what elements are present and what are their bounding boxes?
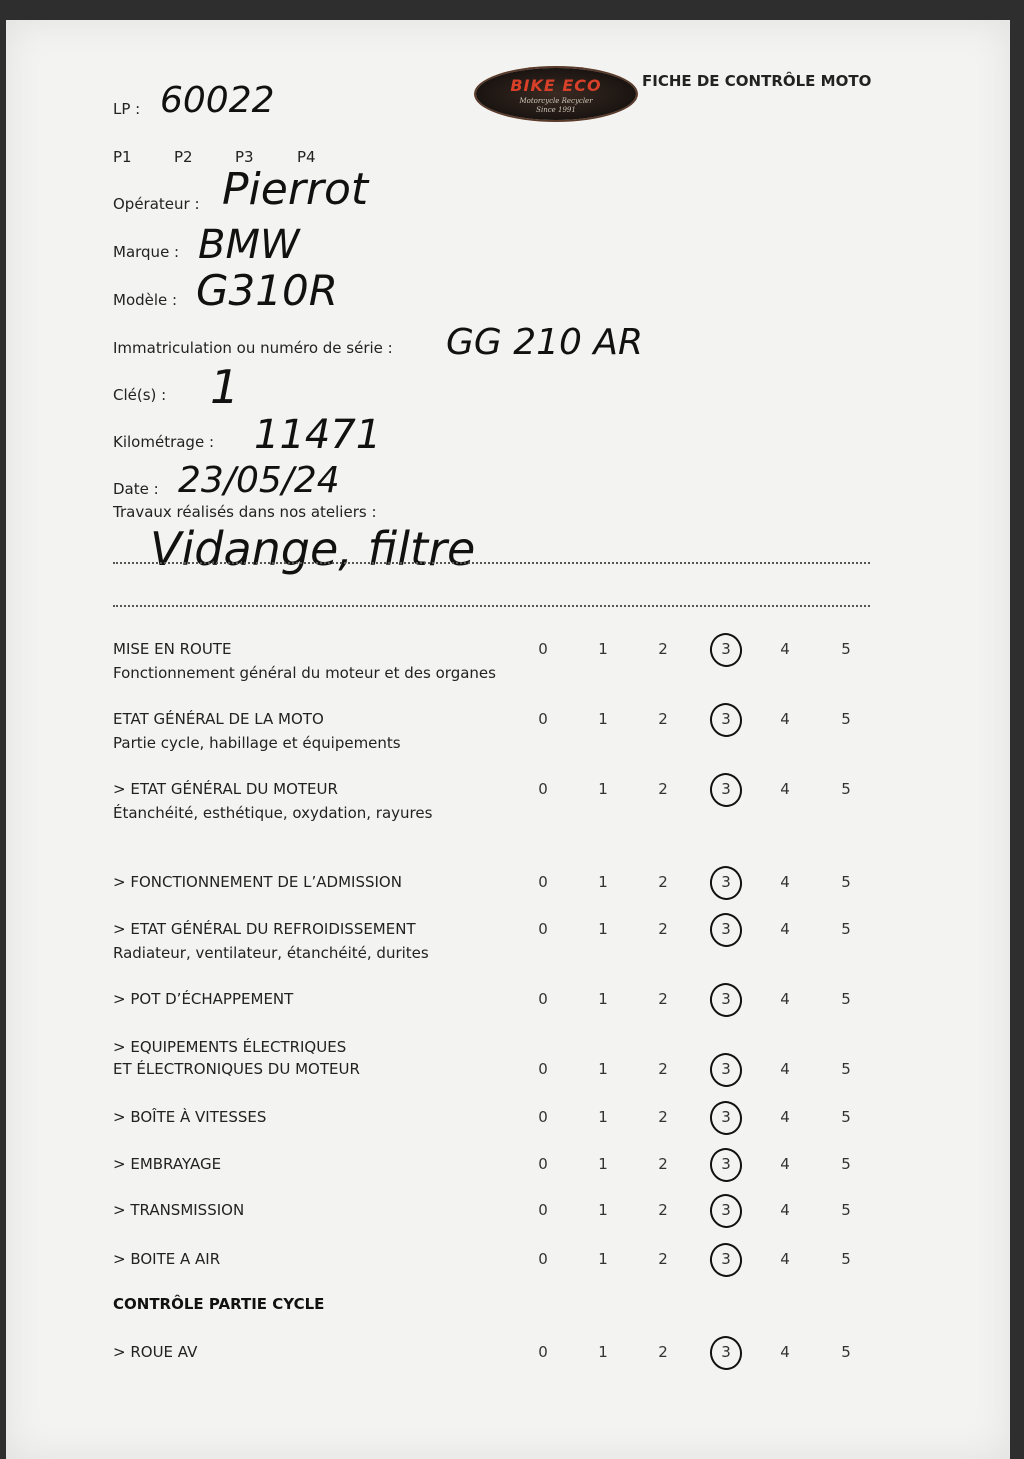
- logo-subtitle: Motorcycle Recycler: [519, 97, 593, 105]
- score-option[interactable]: 1: [598, 873, 608, 891]
- travaux-value: Vidange, filtre: [150, 522, 476, 576]
- score-option[interactable]: 1: [598, 990, 608, 1008]
- date-label: Date :: [113, 480, 159, 498]
- score-option[interactable]: 4: [780, 1108, 790, 1126]
- operateur-value: Pierrot: [222, 164, 369, 215]
- score-option[interactable]: 3: [721, 873, 731, 891]
- modele-value: G310R: [196, 266, 338, 315]
- marque-label: Marque :: [113, 243, 180, 261]
- score-option[interactable]: 5: [841, 990, 851, 1008]
- score-option[interactable]: 3: [721, 1155, 731, 1173]
- score-option[interactable]: 5: [841, 873, 851, 891]
- km-label: Kilométrage :: [113, 433, 215, 451]
- item-title: MISE EN ROUTE: [113, 640, 232, 658]
- score-option[interactable]: 3: [721, 990, 731, 1008]
- score-option[interactable]: 2: [658, 780, 668, 798]
- score-option[interactable]: 5: [841, 920, 851, 938]
- cles-label: Clé(s) :: [113, 386, 167, 404]
- score-option[interactable]: 2: [658, 1250, 668, 1268]
- cles-value: 1: [210, 360, 240, 414]
- score-option[interactable]: 2: [658, 1155, 668, 1173]
- score-option[interactable]: 5: [841, 1155, 851, 1173]
- score-option[interactable]: 1: [598, 1060, 608, 1078]
- score-option[interactable]: 4: [780, 1060, 790, 1078]
- score-option[interactable]: 0: [538, 990, 548, 1008]
- score-option[interactable]: 4: [780, 990, 790, 1008]
- score-option[interactable]: 0: [538, 1250, 548, 1268]
- score-option[interactable]: 2: [658, 990, 668, 1008]
- lp-label: LP :: [113, 100, 141, 118]
- item-title: ETAT GÉNÉRAL DE LA MOTO: [113, 710, 324, 728]
- score-option[interactable]: 5: [841, 780, 851, 798]
- item-title: > TRANSMISSION: [113, 1201, 245, 1219]
- score-option[interactable]: 1: [598, 1250, 608, 1268]
- score-option[interactable]: 2: [658, 920, 668, 938]
- score-option[interactable]: 2: [658, 1201, 668, 1219]
- dotted-line: [113, 605, 870, 607]
- p1-label: P1: [113, 148, 132, 166]
- item-title: > POT D’ÉCHAPPEMENT: [113, 990, 294, 1008]
- marque-value: BMW: [198, 222, 300, 268]
- score-option[interactable]: 2: [658, 640, 668, 658]
- score-option[interactable]: 0: [538, 1343, 548, 1361]
- score-option[interactable]: 5: [841, 710, 851, 728]
- score-option[interactable]: 4: [780, 873, 790, 891]
- logo-text: BIKE ECO: [510, 76, 602, 95]
- score-option[interactable]: 0: [538, 1060, 548, 1078]
- item-title: > ROUE AV: [113, 1343, 198, 1361]
- score-option[interactable]: 0: [538, 1201, 548, 1219]
- logo-since: Since 1991: [536, 106, 576, 114]
- score-option[interactable]: 1: [598, 1343, 608, 1361]
- score-option[interactable]: 2: [658, 873, 668, 891]
- item-subtitle: Étanchéité, esthétique, oxydation, rayures: [113, 804, 433, 822]
- item-subtitle: Radiateur, ventilateur, étanchéité, durites: [113, 944, 429, 962]
- item-title: > BOÎTE À VITESSES: [113, 1108, 267, 1126]
- score-option[interactable]: 5: [841, 1250, 851, 1268]
- score-option[interactable]: 2: [658, 1343, 668, 1361]
- travaux-label: Travaux réalisés dans nos ateliers :: [113, 503, 377, 521]
- item-subtitle: Partie cycle, habillage et équipements: [113, 734, 401, 752]
- dotted-line: [113, 562, 870, 564]
- item-subtitle: Fonctionnement général du moteur et des organes: [113, 664, 496, 682]
- score-option[interactable]: 2: [658, 1108, 668, 1126]
- score-option[interactable]: 1: [598, 1155, 608, 1173]
- score-option[interactable]: 5: [841, 1108, 851, 1126]
- immat-value: GG 210 AR: [446, 322, 644, 363]
- score-option[interactable]: 5: [841, 640, 851, 658]
- modele-label: Modèle :: [113, 291, 178, 309]
- score-option[interactable]: 0: [538, 1155, 548, 1173]
- score-option[interactable]: 1: [598, 1201, 608, 1219]
- score-option[interactable]: 1: [598, 710, 608, 728]
- score-option[interactable]: 4: [780, 1155, 790, 1173]
- score-option[interactable]: 4: [780, 780, 790, 798]
- score-option[interactable]: 0: [538, 1108, 548, 1126]
- score-option[interactable]: 5: [841, 1060, 851, 1078]
- score-option[interactable]: 4: [780, 1250, 790, 1268]
- score-option[interactable]: 0: [538, 873, 548, 891]
- score-option[interactable]: 4: [780, 920, 790, 938]
- score-option[interactable]: 1: [598, 640, 608, 658]
- item-title: > ETAT GÉNÉRAL DU REFROIDISSEMENT: [113, 920, 416, 938]
- score-option[interactable]: 0: [538, 780, 548, 798]
- immat-label: Immatriculation ou numéro de série :: [113, 339, 393, 357]
- item-title: > ETAT GÉNÉRAL DU MOTEUR: [113, 780, 338, 798]
- score-option[interactable]: 0: [538, 640, 548, 658]
- item-title: > FONCTIONNEMENT DE L’ADMISSION: [113, 873, 402, 891]
- km-value: 11471: [254, 412, 382, 458]
- score-option[interactable]: 3: [721, 920, 731, 938]
- score-option[interactable]: 5: [841, 1343, 851, 1361]
- p4-label: P4: [297, 148, 316, 166]
- p3-label: P3: [235, 148, 254, 166]
- score-option[interactable]: 2: [658, 710, 668, 728]
- score-option[interactable]: 4: [780, 710, 790, 728]
- item-title: > EQUIPEMENTS ÉLECTRIQUES: [113, 1038, 347, 1056]
- score-option[interactable]: 3: [721, 1108, 731, 1126]
- bike-eco-logo: [476, 68, 636, 120]
- score-option[interactable]: 3: [721, 1343, 731, 1361]
- score-option[interactable]: 1: [598, 1108, 608, 1126]
- score-option[interactable]: 3: [721, 1060, 731, 1078]
- score-option[interactable]: 3: [721, 1250, 731, 1268]
- score-option[interactable]: 1: [598, 920, 608, 938]
- section-title: CONTRÔLE PARTIE CYCLE: [113, 1295, 325, 1313]
- score-option[interactable]: 1: [598, 780, 608, 798]
- score-option[interactable]: 3: [721, 640, 731, 658]
- lp-value: 60022: [160, 80, 275, 121]
- score-option[interactable]: 4: [780, 1201, 790, 1219]
- score-option[interactable]: 5: [841, 1201, 851, 1219]
- score-option[interactable]: 0: [538, 710, 548, 728]
- operateur-label: Opérateur :: [113, 195, 200, 213]
- page-title: FICHE DE CONTRÔLE MOTO: [642, 72, 872, 90]
- score-option[interactable]: 3: [721, 780, 731, 798]
- item-title: > EMBRAYAGE: [113, 1155, 222, 1173]
- item-title-line2: ET ÉLECTRONIQUES DU MOTEUR: [113, 1060, 360, 1078]
- score-option[interactable]: 3: [721, 710, 731, 728]
- date-value: 23/05/24: [178, 460, 340, 501]
- score-option[interactable]: 0: [538, 920, 548, 938]
- score-option[interactable]: 3: [721, 1201, 731, 1219]
- score-option[interactable]: 2: [658, 1060, 668, 1078]
- p2-label: P2: [174, 148, 193, 166]
- score-option[interactable]: 4: [780, 1343, 790, 1361]
- score-option[interactable]: 4: [780, 640, 790, 658]
- item-title: > BOITE A AIR: [113, 1250, 221, 1268]
